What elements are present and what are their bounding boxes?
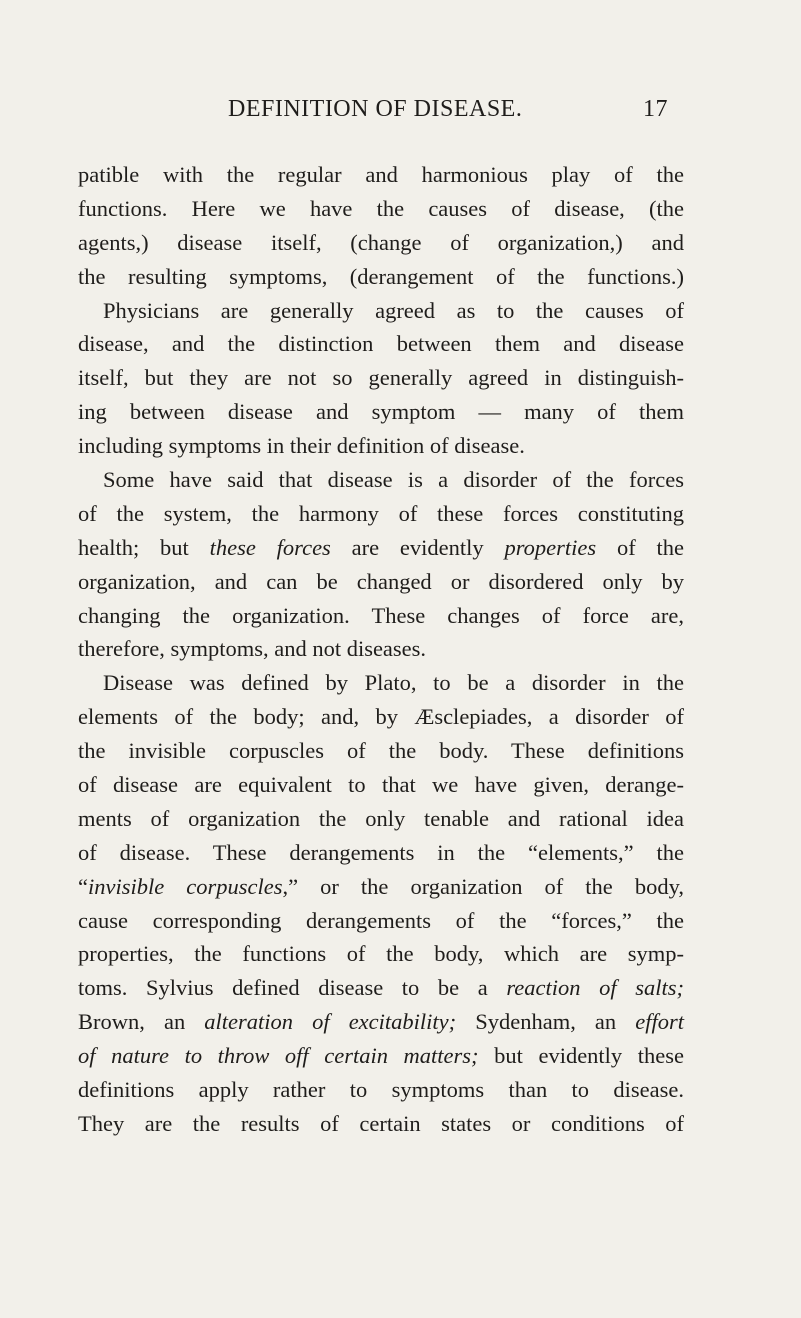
text-segment: health; but: [78, 534, 210, 560]
text-segment: Some have said that disease is a disorder of the forces: [103, 467, 684, 493]
text-line: [78, 531, 684, 565]
text-segment: Disease was defined by Plato, to be a disorder in the: [103, 670, 684, 696]
text-segment: the resulting symptoms, (derangement of the functions.): [78, 263, 684, 289]
text-segment: Brown, an: [78, 1009, 205, 1035]
text-segment: the invisible corpuscles of the body. These definitions: [78, 738, 684, 764]
text-segment: agents,) disease itself, (change of organization,) and: [78, 229, 684, 255]
text-line: [78, 429, 684, 463]
text-line: [78, 1073, 684, 1107]
text-segment: They are the results of certain states or conditions of: [78, 1110, 684, 1136]
italic-text: of nature to throw off certain matters;: [78, 1043, 479, 1069]
text-line: [78, 463, 684, 497]
text-line: [78, 937, 684, 971]
text-line: [78, 1107, 684, 1141]
italic-text: alteration of excitability;: [204, 1009, 457, 1035]
text-line: [78, 192, 684, 226]
text-line: [78, 632, 684, 666]
text-segment: ,” or the organization of the body,: [282, 873, 684, 899]
text-segment: therefore, symptoms, and not diseases.: [78, 636, 427, 662]
running-title: DEFINITION OF DISEASE.: [228, 96, 523, 122]
text-segment: Physicians are generally agreed as to the causes of: [103, 297, 684, 323]
text-segment: Sydenham, an: [456, 1009, 636, 1035]
text-line: [78, 327, 684, 361]
text-line: [78, 666, 684, 700]
text-line: [78, 260, 684, 294]
text-segment: functions. Here we have the causes of disease, (the: [78, 195, 684, 221]
text-line: [78, 971, 684, 1005]
text-segment: properties, the functions of the body, which are symp-: [78, 941, 684, 967]
text-segment: of the: [596, 534, 684, 560]
text-line: [78, 700, 684, 734]
text-line: [78, 565, 684, 599]
text-line: [78, 599, 684, 633]
text-segment: ments of organization the only tenable and rational idea: [78, 805, 684, 831]
text-segment: cause corresponding derangements of the “forces,” the: [78, 907, 684, 933]
text-line: [78, 497, 684, 531]
body-text: [78, 158, 684, 1141]
text-line: [78, 734, 684, 768]
italic-text: properties: [504, 534, 597, 560]
text-segment: changing the organization. These changes of force are,: [78, 602, 684, 628]
text-segment: of disease. These derangements in the “elements,” the: [78, 839, 684, 865]
text-line: [78, 1005, 684, 1039]
text-line: [78, 294, 684, 328]
text-segment: including symptoms in their definition of disease.: [78, 433, 525, 459]
text-segment: organization, and can be changed or disordered only by: [78, 568, 684, 594]
text-line: [78, 361, 684, 395]
page-number: 17: [643, 96, 668, 122]
text-segment: of the system, the harmony of these forces constituting: [78, 500, 684, 526]
text-line: [78, 904, 684, 938]
italic-text: effort: [635, 1009, 684, 1035]
text-line: [78, 158, 684, 192]
text-line: [78, 395, 684, 429]
text-segment: ing between disease and symptom — many of them: [78, 399, 684, 425]
text-line: [78, 768, 684, 802]
text-line: [78, 226, 684, 260]
text-segment: elements of the body; and, by Æsclepiades, a disorder of: [78, 704, 684, 730]
text-segment: itself, but they are not so generally agreed in distinguish-: [78, 365, 684, 391]
text-segment: toms. Sylvius defined disease to be a: [78, 975, 507, 1001]
text-segment: but evidently these: [478, 1043, 684, 1069]
text-segment: are evidently: [330, 534, 505, 560]
text-segment: of disease are equivalent to that we have given, derange-: [78, 772, 684, 798]
text-segment: disease, and the distinction between them and disease: [78, 331, 684, 357]
text-segment: “: [78, 873, 88, 899]
italic-text: reaction of salts;: [506, 975, 685, 1001]
running-header: [228, 96, 668, 123]
text-line: [78, 802, 684, 836]
italic-text: these forces: [209, 534, 331, 560]
text-line: [78, 836, 684, 870]
text-line: [78, 1039, 684, 1073]
italic-text: invisible corpuscles: [88, 873, 283, 899]
text-line: [78, 870, 684, 904]
text-segment: patible with the regular and harmonious play of the: [78, 162, 684, 187]
text-segment: definitions apply rather to symptoms than to disease.: [78, 1077, 684, 1103]
